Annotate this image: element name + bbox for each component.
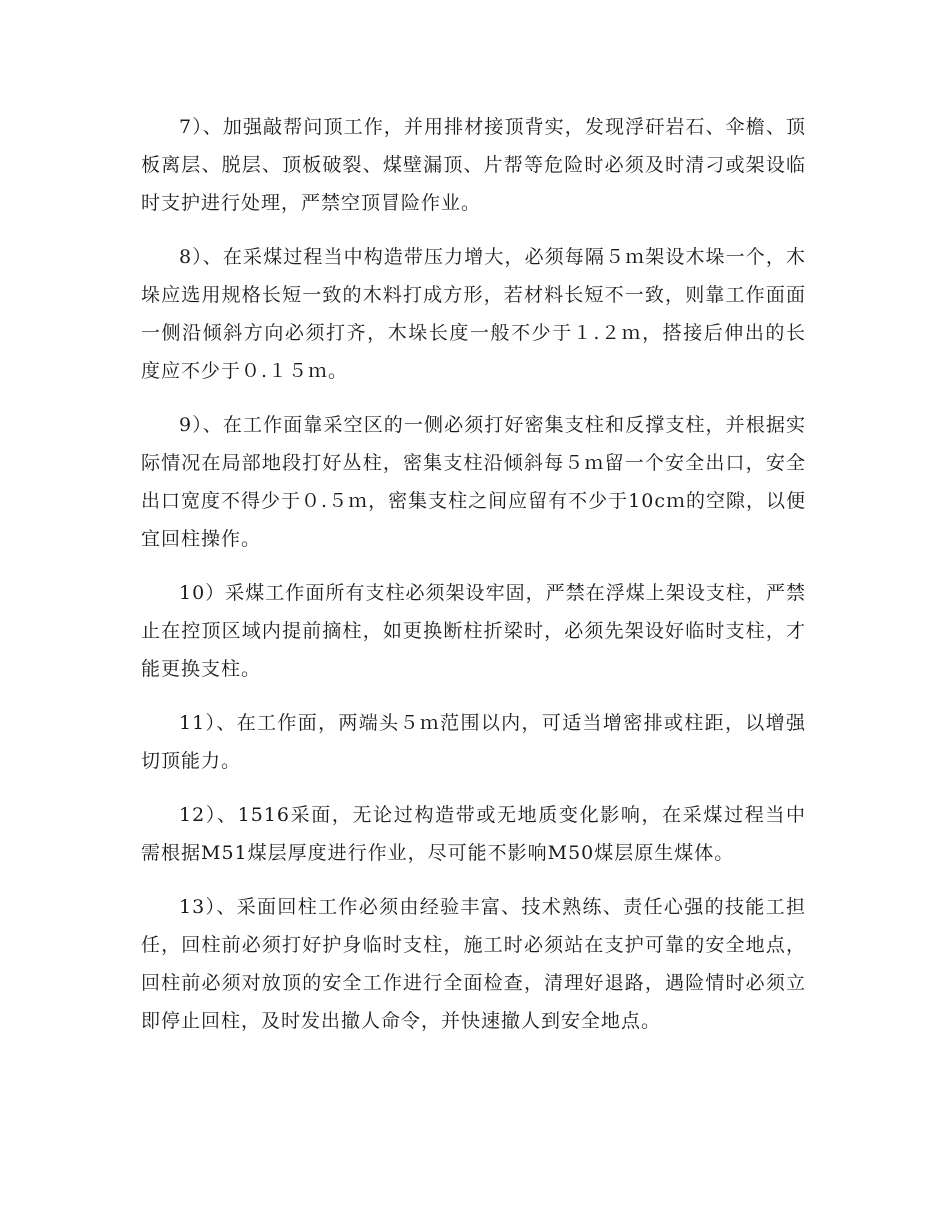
paragraph-9: 9）、在工作面靠采空区的一侧必须打好密集支柱和反撑支柱，并根据实际情况在局部地段打好丛柱，密集支柱沿倾斜每５ｍ留一个安全出口，安全出口宽度不得少于０.５ｍ，密集支柱之间应留有不少于10cｍ的空隙，以便宜回柱操作。 [141,414,806,550]
paragraph-12: 12）、1516采面，无论过构造带或无地质变化影响，在采煤过程当中需根据M51煤层厚度进行作业，尽可能不影响M50煤层原生煤体。 [141,804,806,864]
paragraph-11: 11）、在工作面，两端头５ｍ范围以内，可适当增密排或柱距，以增强切顶能力。 [141,712,806,772]
paragraph-10: 10）采煤工作面所有支柱必须架设牢固，严禁在浮煤上架设支柱，严禁止在控顶区域内提前摘柱，如更换断柱折梁时，必须先架设好临时支柱，才能更换支柱。 [141,582,806,680]
document-body [141,108,806,1056]
paragraph-7: 7）、加强敲帮问顶工作，并用排材接顶背实，发现浮矸岩石、伞檐、顶板离层、脱层、顶板破裂、煤壁漏顶、片帮等危险时必须及时清刁或架设临时支护进行处理，严禁空顶冒险作业。 [141,116,806,214]
paragraph-13: 13）、采面回柱工作必须由经验丰富、技术熟练、责任心强的技能工担任，回柱前必须打好护身临时支柱，施工时必须站在支护可靠的安全地点，回柱前必须对放顶的安全工作进行全面检查，清理好退路，遇险情时必须立即停止回柱，及时发出撤人命令，并快速撤人到安全地点。 [141,896,806,1032]
paragraph-8: 8）、在采煤过程当中构造带压力增大，必须每隔５ｍ架设木垛一个，木垛应选用规格长短一致的木料打成方形，若材料长短不一致，则靠工作面面一侧沿倾斜方向必须打齐，木垛长度一般不少于１.２ｍ，搭接后伸出的长度应不少于０.１５ｍ。 [141,246,806,382]
